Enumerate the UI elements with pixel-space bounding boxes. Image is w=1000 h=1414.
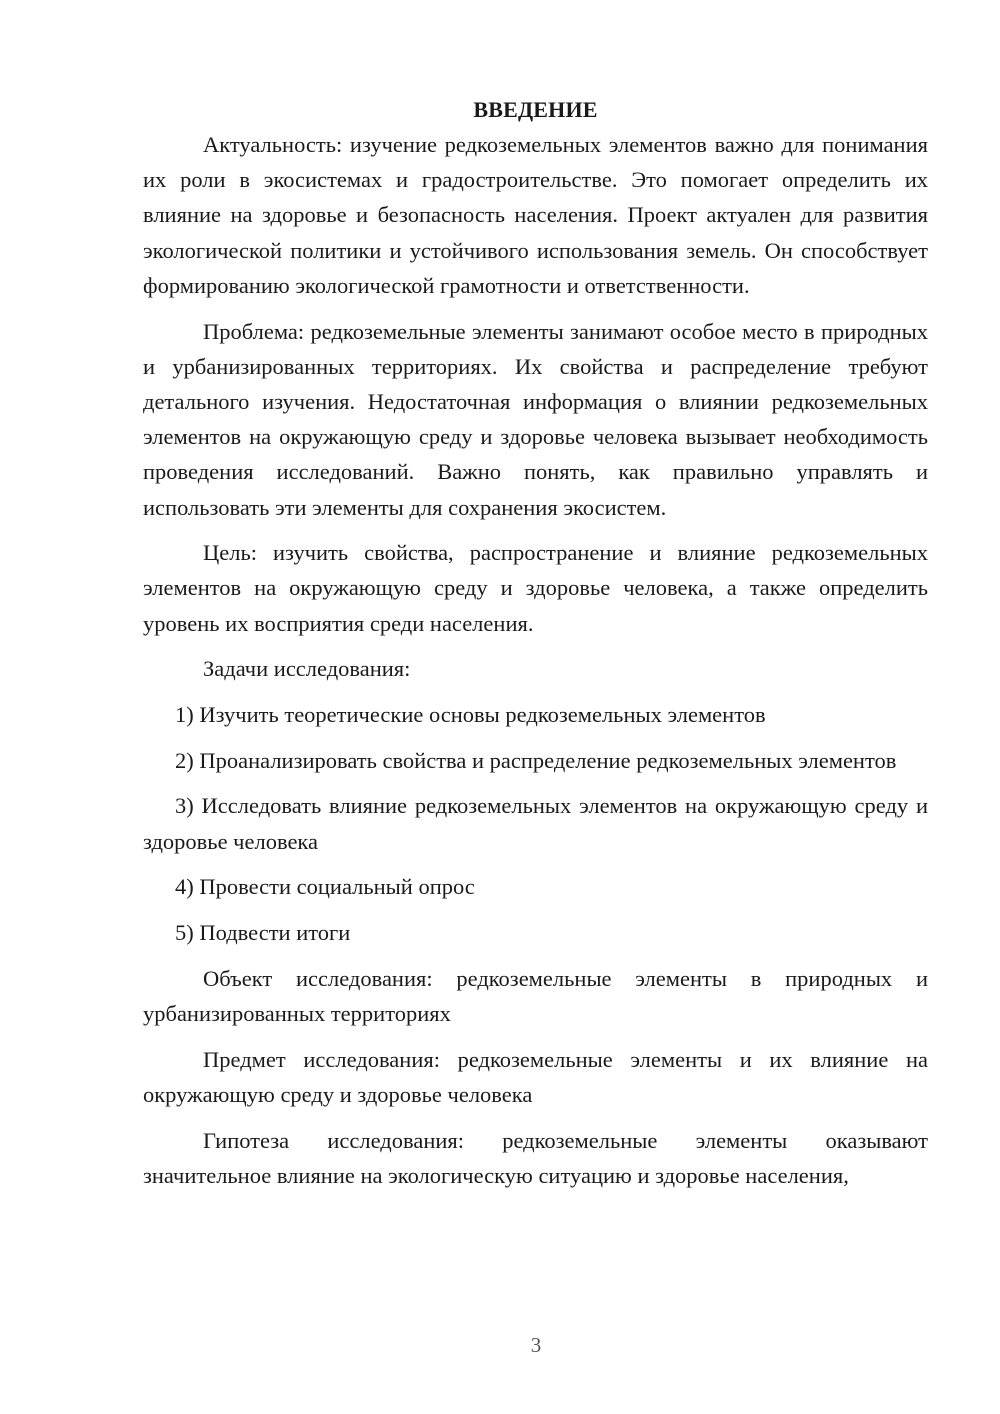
- tasks-heading: Задачи исследования:: [203, 656, 411, 682]
- task-item: 5) Подвести итоги: [175, 920, 351, 946]
- section-title: ВВЕДЕНИЕ: [473, 97, 598, 122]
- paragraph-hypothesis: Гипотеза исследования: редкоземельные элементы оказывают значительное влияние на экологическую ситуацию и здоровье населения,: [143, 1127, 928, 1188]
- paragraph-object: Объект исследования: редкоземельные элементы в природных и урбанизированных территориях: [143, 965, 928, 1026]
- document-body: [143, 92, 928, 1203]
- task-item: 4) Провести социальный опрос: [175, 874, 475, 900]
- page-number: 3: [530, 1333, 542, 1357]
- paragraph-relevance: Актуальность: изучение редкоземельных элементов важно для понимания их роли в экосистемах и градостроительстве. Это помогает определить их влияние на здоровье и безопасность населения. Проект актуален для развития экологической политики и устойчивого использования земель. Он способствует формированию экологической грамотности и ответственности.: [143, 132, 928, 298]
- task-item: 1) Изучить теоретические основы редкоземельных элементов: [175, 702, 766, 728]
- task-item: 2) Проанализировать свойства и распределение редкоземельных элементов: [175, 747, 897, 773]
- paragraph-goal: Цель: изучить свойства, распространение и влияние редкоземельных элементов на окружающую среду и здоровье человека, а также определить уровень их восприятия среди населения.: [143, 540, 928, 636]
- task-item: 3) Исследовать влияние редкоземельных элементов на окружающую среду и здоровье человека: [143, 793, 928, 854]
- paragraph-subject: Предмет исследования: редкоземельные элементы и их влияние на окружающую среду и здоровье человека: [143, 1046, 928, 1107]
- paragraph-problem: Проблема: редкоземельные элементы занимают особое место в природных и урбанизированных территориях. Их свойства и распределение требуют детального изучения. Недостаточная информация о влиянии редкоземельных элементов на окружающую среду и здоровье человека вызывает необходимость проведения исследований. Важно понять, как правильно управлять и использовать эти элементы для сохранения экосистем.: [143, 318, 928, 520]
